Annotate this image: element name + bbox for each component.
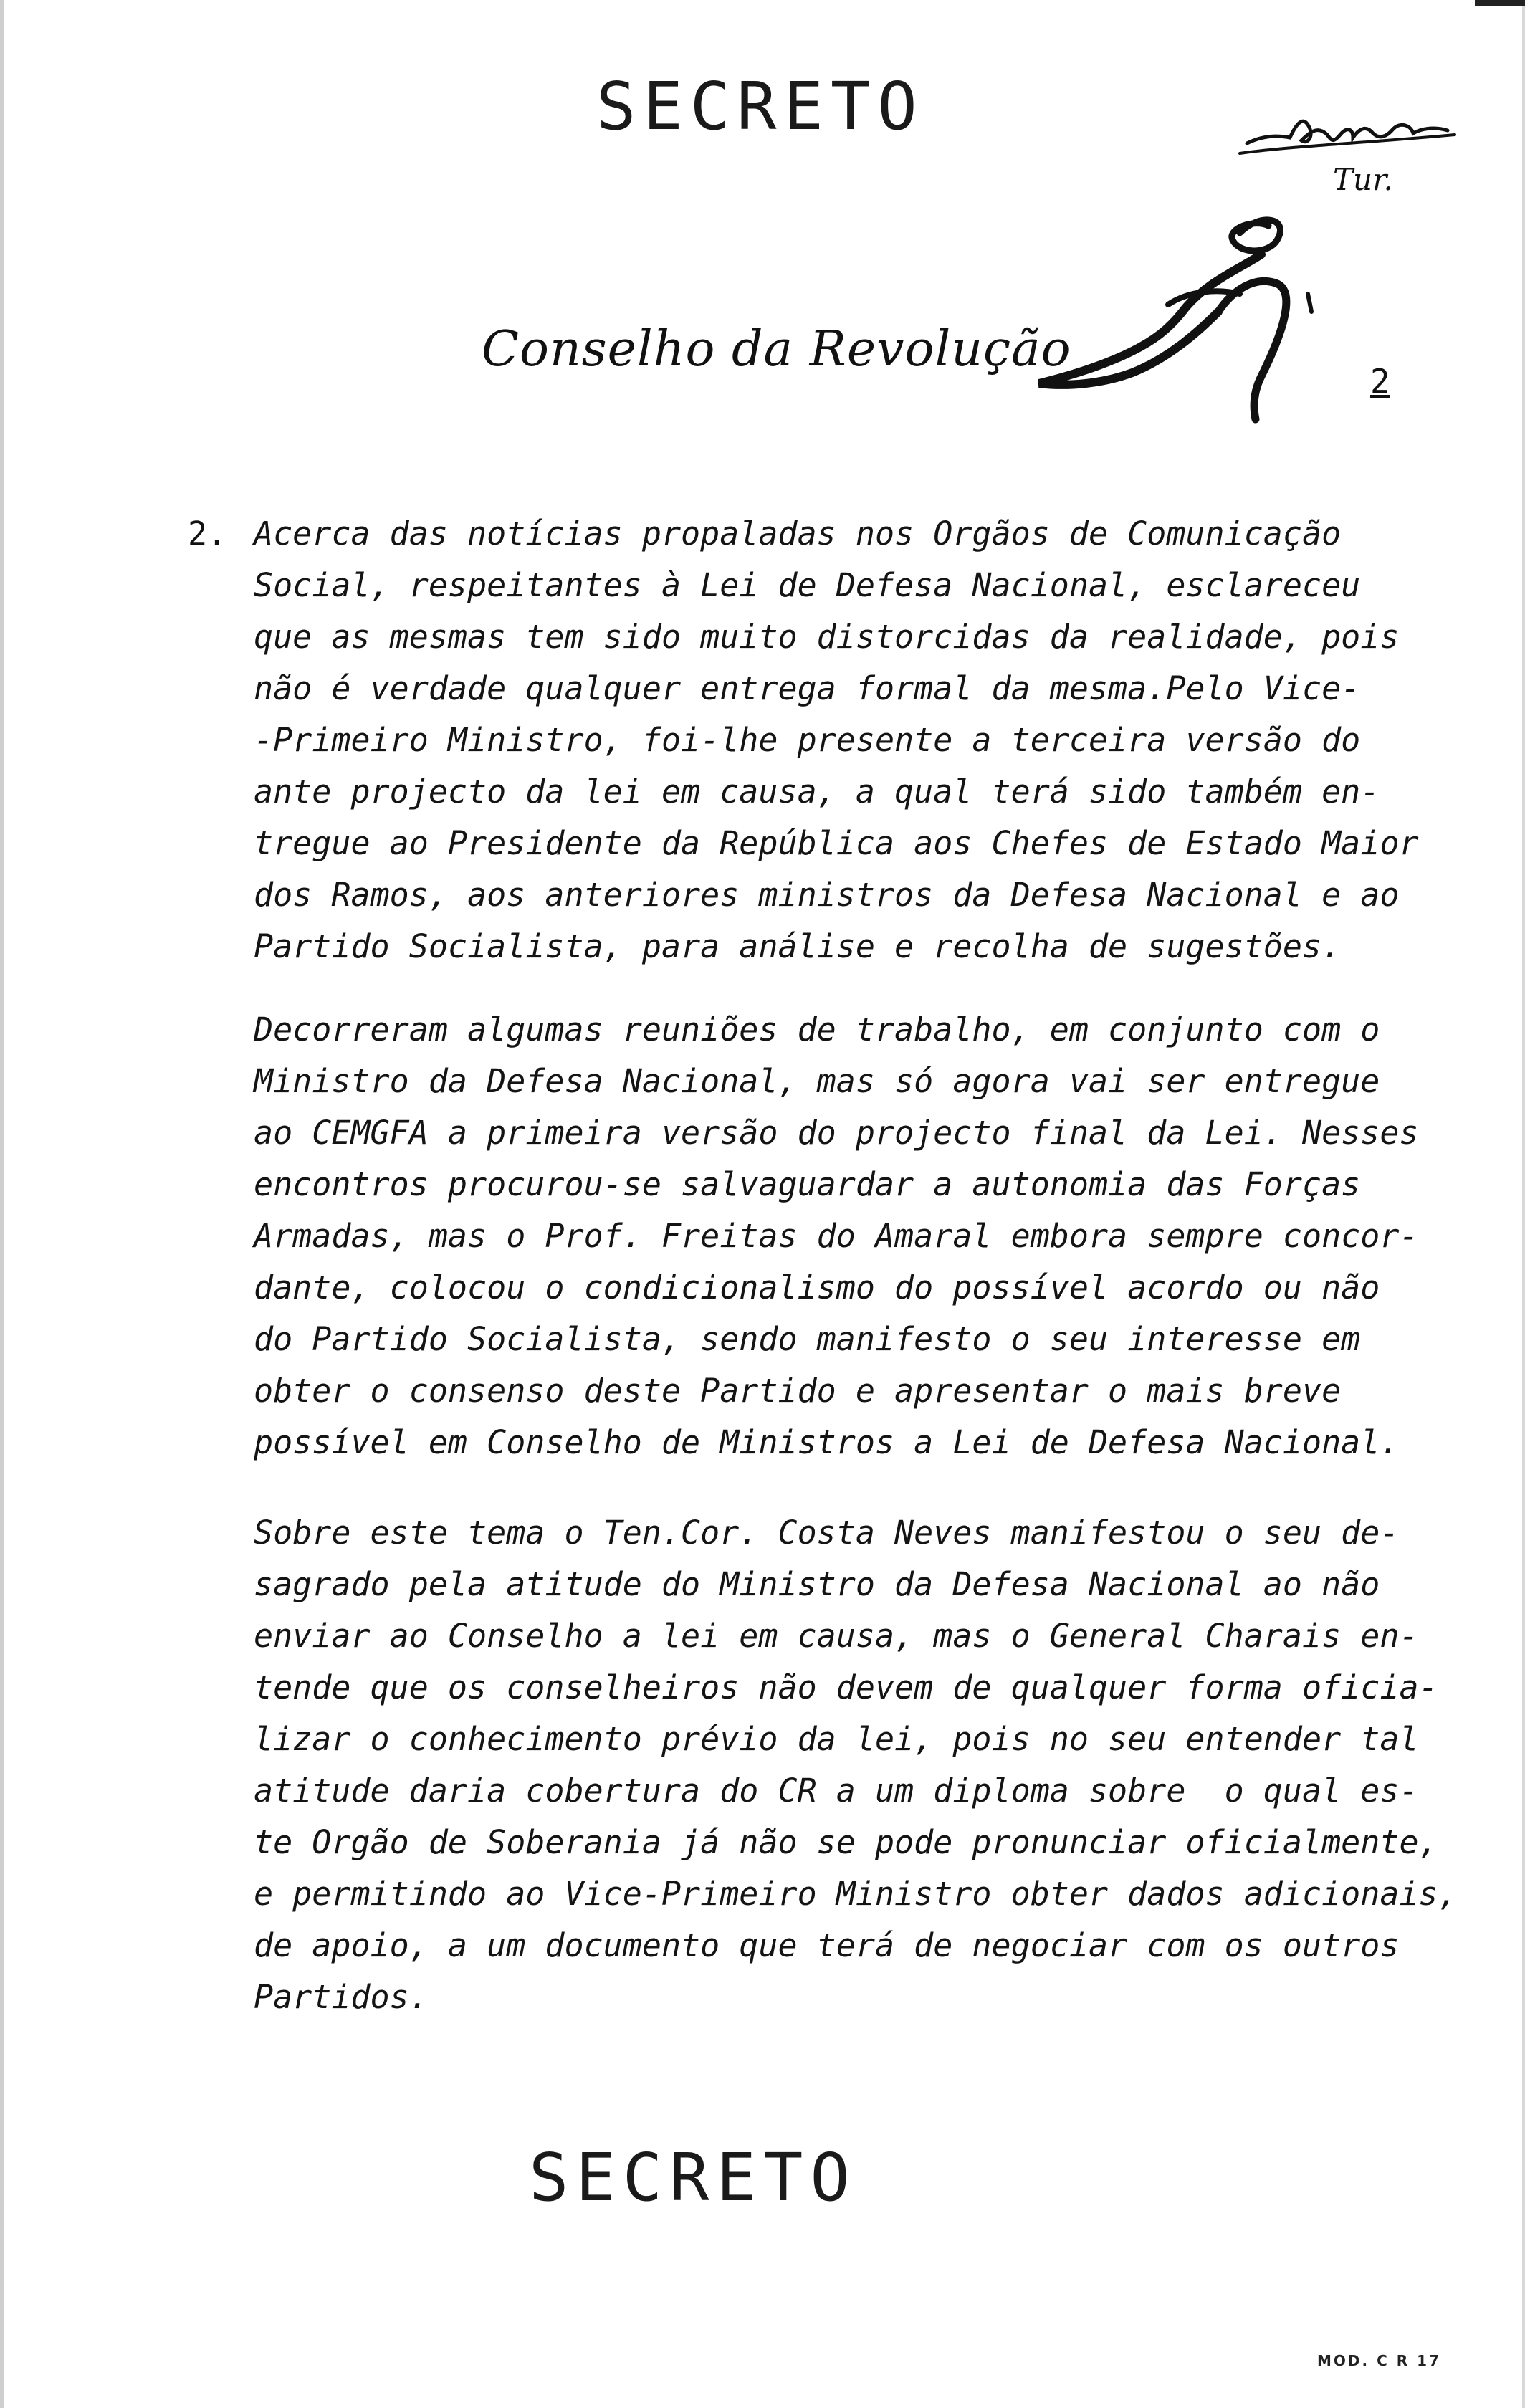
form-code: MOD. C R 17 (1317, 2352, 1441, 2369)
paragraph-3-line: sagrado pela atitude do Ministro da Defesa Nacional ao não (254, 1565, 1380, 1603)
letterhead-title: Conselho da Revolução (482, 321, 1071, 378)
paragraph-2-line: obter o consenso deste Partido e apresentar o mais breve (254, 1372, 1342, 1410)
paragraph-1-line: Partido Socialista, para análise e recolha de sugestões. (254, 927, 1342, 965)
paragraph-1-line: Social, respeitantes à Lei de Defesa Nacional, esclareceu (254, 566, 1361, 604)
paragraph-2-line: dante, colocou o condicionalismo do possível acordo ou não (254, 1268, 1380, 1306)
paragraph-3-line: Partidos. (254, 1978, 429, 2016)
paragraph-2-line: ao CEMGFA a primeira versão do projecto final da Lei. Nesses (254, 1114, 1419, 1152)
paragraph-1-line: tregue ao Presidente da República aos Chefes de Estado Maior (254, 824, 1419, 862)
initials-text: Tur. (1333, 162, 1393, 197)
paragraph-3-line: Sobre este tema o Ten.Cor. Costa Neves manifestou o seu de- (254, 1514, 1400, 1552)
paragraph-1-line: Acerca das notícias propaladas nos Orgãos de Comunicação (254, 515, 1342, 553)
paragraph-1-line: ante projecto da lei em causa, a qual terá sido também en- (254, 773, 1380, 811)
page-number: 2 (1370, 362, 1390, 401)
paragraph-2-line: possível em Conselho de Ministros a Lei de Defesa Nacional. (254, 1423, 1400, 1461)
page-edge-right (1522, 0, 1525, 2408)
paragraph-3-line: e permitindo ao Vice-Primeiro Ministro obter dados adicionais, (254, 1875, 1458, 1913)
paragraph-2-line: do Partido Socialista, sendo manifesto o seu interesse em (254, 1320, 1361, 1358)
paragraph-3-line: te Orgão de Soberania já não se pode pronunciar oficialmente, (254, 1823, 1438, 1861)
handwritten-initials-signature (1233, 93, 1462, 208)
item-number: 2. (188, 515, 227, 553)
paragraph-3-line: lizar o conhecimento prévio da lei, pois no seu entender tal (254, 1720, 1419, 1758)
handwritten-signature (1025, 204, 1326, 426)
paragraph-3-line: de apoio, a um documento que terá de negociar com os outros (254, 1926, 1400, 1964)
paragraph-2-line: encontros procurou-se salvaguardar a autonomia das Forças (254, 1165, 1361, 1203)
paragraph-2-line: Armadas, mas o Prof. Freitas do Amaral embora sempre concor- (254, 1217, 1419, 1255)
paragraph-3-line: atitude daria cobertura do CR a um diploma sobre o qual es- (254, 1772, 1419, 1810)
paragraph-1-line: que as mesmas tem sido muito distorcidas da realidade, pois (254, 618, 1400, 656)
paragraph-1-line: -Primeiro Ministro, foi-lhe presente a terceira versão do (254, 721, 1361, 759)
classification-stamp-bottom: SECRETO (529, 2139, 857, 2216)
paragraph-1-line: dos Ramos, aos anteriores ministros da Defesa Nacional e ao (254, 876, 1400, 914)
corner-mark (1475, 0, 1525, 6)
paragraph-2-line: Ministro da Defesa Nacional, mas só agora vai ser entregue (254, 1062, 1380, 1100)
paragraph-3-line: tende que os conselheiros não devem de qualquer forma oficia- (254, 1668, 1438, 1706)
paragraph-2-line: Decorreram algumas reuniões de trabalho, em conjunto com o (254, 1010, 1380, 1048)
paragraph-3-line: enviar ao Conselho a lei em causa, mas o General Charais en- (254, 1617, 1419, 1655)
paragraph-1-line: não é verdade qualquer entrega formal da mesma.Pelo Vice- (254, 669, 1361, 707)
classification-stamp-top: SECRETO (596, 68, 924, 145)
